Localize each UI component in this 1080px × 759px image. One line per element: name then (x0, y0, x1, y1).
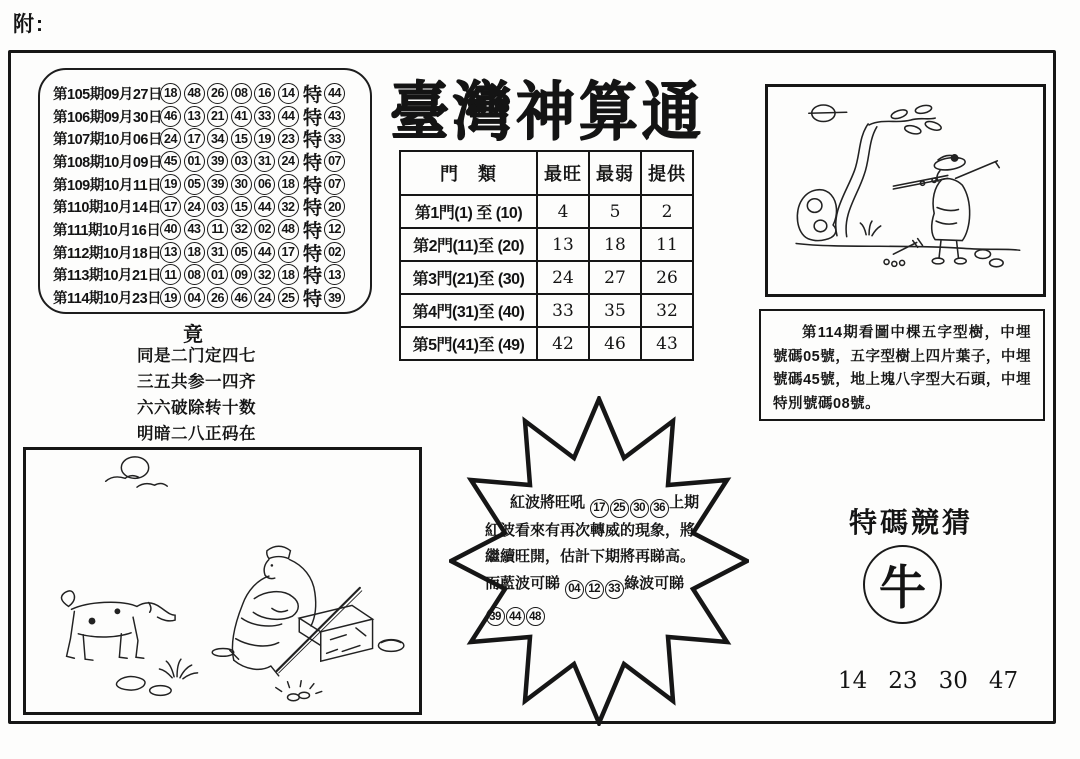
result-number: 11 (160, 264, 181, 285)
result-number: 15 (231, 128, 252, 149)
ground-and-props (796, 221, 1020, 267)
pierced-rock (797, 190, 836, 241)
weak-cell: 27 (589, 261, 641, 294)
result-number: 19 (160, 174, 181, 195)
result-number: 08 (184, 264, 205, 285)
guess-number: 47 (988, 668, 1019, 694)
moon-icon (106, 457, 168, 487)
offer-cell: 43 (641, 327, 693, 360)
special-marker: 特 (303, 84, 323, 106)
result-special-number: 07 (324, 174, 345, 195)
offer-cell: 26 (641, 261, 693, 294)
seated-man-scene-drawing (26, 450, 419, 712)
bent-tree (836, 104, 942, 237)
result-number: 18 (184, 242, 205, 263)
riddle-text: 第114期看圖中棵五字型樹，中埋號碼05號，五字型樹上四片葉子，中埋號碼45號，地上塊八字型大石頭，中埋特別號碼08號。 (773, 325, 1031, 412)
hot-cell: 4 (537, 195, 589, 228)
hot-weak-table (399, 150, 694, 361)
result-number: 11 (207, 219, 228, 240)
result-row (53, 173, 370, 196)
result-number: 23 (278, 128, 299, 149)
category-cell: 第2門(11)至 (20) (400, 228, 537, 261)
result-date-label: 第113期10月21日 (53, 268, 162, 285)
seated-man (212, 546, 315, 676)
poem-block (137, 343, 256, 447)
result-number: 24 (254, 287, 275, 308)
result-number: 08 (231, 83, 252, 104)
special-marker: 特 (303, 107, 323, 129)
illustration-top-right-man-with-flute (765, 84, 1046, 297)
column-header-category: 門 類 (400, 151, 537, 195)
result-number: 33 (254, 106, 275, 127)
hot-cell: 42 (537, 327, 589, 360)
tipped-number: 48 (526, 607, 545, 626)
hot-cell: 33 (537, 294, 589, 327)
poem-title: 竟 (183, 322, 203, 346)
hot-cell: 13 (537, 228, 589, 261)
tipped-number: 39 (486, 607, 505, 626)
result-number: 44 (254, 242, 275, 263)
tipped-number: 30 (630, 499, 649, 518)
result-number: 26 (207, 287, 228, 308)
tipped-number: 33 (605, 580, 624, 599)
result-number: 14 (278, 83, 299, 104)
result-row (53, 82, 370, 105)
result-number: 16 (254, 83, 275, 104)
result-number: 03 (231, 151, 252, 172)
result-special-number: 44 (324, 83, 345, 104)
result-special-number: 13 (324, 264, 345, 285)
result-number: 46 (160, 106, 181, 127)
category-cell: 第4門(31)至 (40) (400, 294, 537, 327)
result-date-label: 第108期10月09日 (53, 154, 162, 171)
column-header-offer: 提供 (641, 151, 693, 195)
category-cell: 第3門(21)至 (30) (400, 261, 537, 294)
result-number: 21 (207, 106, 228, 127)
result-number: 39 (207, 151, 228, 172)
result-number: 40 (160, 219, 181, 240)
result-number: 31 (254, 151, 275, 172)
result-number: 46 (231, 287, 252, 308)
result-number: 01 (184, 151, 205, 172)
result-number: 19 (160, 287, 181, 308)
category-cell: 第5門(41)至 (49) (400, 327, 537, 360)
poem-line: 三五共参一四齐 (137, 372, 256, 391)
result-number: 01 (207, 264, 228, 285)
column-header-hot: 最旺 (537, 151, 589, 195)
weak-cell: 46 (589, 327, 641, 360)
page-title: 臺灣神算通 (389, 74, 705, 149)
special-marker: 特 (303, 220, 323, 242)
result-number: 17 (160, 196, 181, 217)
result-number: 24 (184, 196, 205, 217)
tipped-number: 25 (610, 499, 629, 518)
result-number: 05 (231, 242, 252, 263)
result-row (53, 105, 370, 128)
result-number: 06 (254, 174, 275, 195)
result-number: 26 (207, 83, 228, 104)
result-number: 43 (184, 219, 205, 240)
special-marker: 特 (303, 243, 323, 265)
special-marker: 特 (303, 289, 323, 311)
special-marker: 特 (303, 130, 323, 152)
offer-cell: 11 (641, 228, 693, 261)
result-special-number: 20 (324, 196, 345, 217)
result-row (53, 218, 370, 241)
guess-numbers-row (838, 668, 1018, 694)
special-marker: 特 (303, 175, 323, 197)
special-marker: 特 (303, 198, 323, 220)
result-number: 17 (278, 242, 299, 263)
result-number: 24 (160, 128, 181, 149)
result-number: 48 (278, 219, 299, 240)
result-number: 24 (278, 151, 299, 172)
special-marker: 特 (303, 152, 323, 174)
tip-text-segment: 綠波可睇 (624, 574, 685, 592)
result-number: 44 (278, 106, 299, 127)
weak-cell: 18 (589, 228, 641, 261)
result-number: 18 (278, 264, 299, 285)
result-row (53, 241, 370, 264)
result-number: 30 (231, 174, 252, 195)
guess-number: 14 (838, 668, 868, 694)
tipped-number: 36 (650, 499, 669, 518)
result-date-label: 第105期09月27日 (53, 86, 162, 103)
result-number: 41 (231, 106, 252, 127)
sun-icon (809, 105, 847, 122)
sparkling-pebbles (276, 681, 322, 701)
result-date-label: 第112期10月18日 (53, 245, 162, 262)
result-number: 44 (254, 196, 275, 217)
result-special-number: 07 (324, 151, 345, 172)
result-date-label: 第107期10月06日 (53, 132, 162, 149)
stone-block (299, 605, 372, 661)
table-row (400, 228, 693, 261)
result-row (53, 150, 370, 173)
weak-cell: 5 (589, 195, 641, 228)
result-number: 25 (278, 287, 299, 308)
result-special-number: 33 (324, 128, 345, 149)
weak-cell: 35 (589, 294, 641, 327)
result-number: 09 (231, 264, 252, 285)
guess-number: 30 (938, 668, 968, 694)
result-number: 39 (207, 174, 228, 195)
result-date-label: 第109期10月11日 (53, 177, 162, 194)
table-row (400, 261, 693, 294)
zodiac-character: 牛 (879, 561, 926, 616)
special-marker: 特 (303, 266, 323, 288)
result-number: 19 (254, 128, 275, 149)
table-row (400, 327, 693, 360)
picture-riddle-text-box (759, 309, 1045, 421)
result-number: 32 (254, 264, 275, 285)
result-number: 04 (184, 287, 205, 308)
result-date-label: 第111期10月16日 (53, 222, 161, 239)
result-special-number: 39 (324, 287, 345, 308)
attachment-label: 附: (13, 13, 45, 36)
results-history-box (38, 68, 372, 314)
result-number: 13 (184, 106, 205, 127)
tip-text-segment: 紅波將旺吼 (510, 494, 590, 511)
special-guess-title: 特碼競猜 (849, 507, 974, 538)
result-date-label: 第114期10月23日 (53, 291, 162, 308)
result-number: 05 (184, 174, 205, 195)
result-special-number: 02 (324, 242, 345, 263)
result-special-number: 12 (324, 219, 345, 240)
offer-cell: 32 (641, 294, 693, 327)
tipped-number: 12 (585, 580, 604, 599)
table-row (400, 294, 693, 327)
result-row (53, 195, 370, 218)
flute-scene-drawing (768, 87, 1043, 294)
grass-and-rocks (116, 640, 403, 696)
result-number: 32 (278, 196, 299, 217)
result-number: 32 (231, 219, 252, 240)
column-header-weak: 最弱 (589, 151, 641, 195)
result-row (53, 286, 370, 309)
tipped-number: 44 (506, 607, 525, 626)
zodiac-guess-circle (863, 545, 942, 624)
result-number: 15 (231, 196, 252, 217)
poem-line: 六六破除转十数 (137, 398, 256, 417)
starburst-tip-bubble (449, 396, 749, 726)
result-number: 13 (160, 242, 181, 263)
tipped-number: 17 (590, 499, 609, 518)
result-number: 18 (160, 83, 181, 104)
result-number: 18 (278, 174, 299, 195)
result-number: 02 (254, 219, 275, 240)
result-number: 17 (184, 128, 205, 149)
poem-line: 同是二门定四七 (137, 346, 256, 365)
result-row (53, 264, 370, 287)
result-date-label: 第110期10月14日 (53, 200, 162, 217)
tip-text-segment: 上期紅波看來有再次轉威的現象，將繼續旺開，估計下期將再睇高。而藍波可睇 (485, 494, 700, 592)
result-number: 03 (207, 196, 228, 217)
result-number: 48 (184, 83, 205, 104)
result-row (53, 127, 370, 150)
guess-number: 23 (888, 668, 918, 694)
result-number: 45 (160, 151, 181, 172)
result-date-label: 第106期09月30日 (53, 109, 162, 126)
offer-cell: 2 (641, 195, 693, 228)
result-special-number: 43 (324, 106, 345, 127)
category-cell: 第1門(1) 至 (10) (400, 195, 537, 228)
wave-tip-text (485, 490, 704, 626)
tipped-number: 04 (565, 580, 584, 599)
result-number: 31 (207, 242, 228, 263)
result-number: 34 (207, 128, 228, 149)
dog (61, 591, 175, 660)
illustration-bottom-left-seated-man-dog (23, 447, 422, 715)
hot-cell: 24 (537, 261, 589, 294)
table-row (400, 195, 693, 228)
poem-line: 明暗二八正码在 (137, 424, 256, 443)
